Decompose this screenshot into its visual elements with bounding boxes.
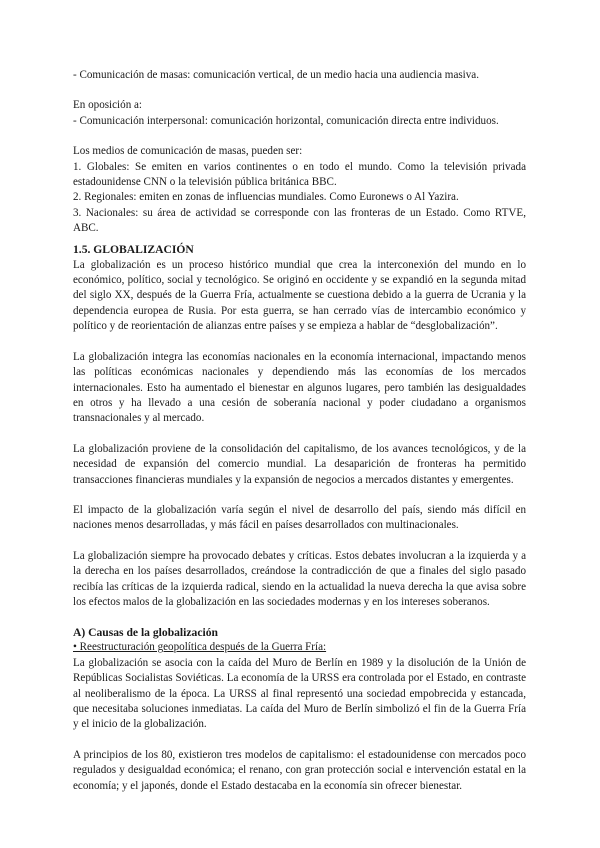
media-type-national: 3. Nacionales: su área de actividad se corresponde con las fronteras de un Estado. Como RTVE, ABC. <box>73 206 526 235</box>
causes-paragraph: La globalización se asocia con la caída del Muro de Berlín en 1989 y la disolución de la Unión de Repúblicas Socialistas Soviéticas. La economía de la URSS era controlada por el Estado, en contraste al neoliberalismo de la época. La URSS al final representó una sociedad empobrecida y estancada, que necesitaba soluciones inmediatas. La caída del Muro de Berlín simbolizó el fin de la Guerra Fría y el inicio de la globalización. <box>73 656 526 731</box>
media-type-regional: 2. Regionales: emiten en zonas de influencias mundiales. Como Euronews o Al Yazira. <box>73 191 459 204</box>
mass-communication-line: - Comunicación de masas: comunicación vertical, de un medio hacia una audiencia masiva. <box>73 69 480 81</box>
globalization-paragraph: El impacto de la globalización varía según el nivel de desarrollo del país, siendo más difícil en naciones menos desarrolladas, y más fácil en países desarrollados con multinacionales. <box>73 503 526 532</box>
globalization-paragraph: La globalización proviene de la consolidación del capitalismo, de los avances tecnológicos, y de la necesidad de expansión del comercio mundial. La desaparición de fronteras ha permitido transacciones financieras mundiales y la expansión de negocios a mercados distantes y emergentes. <box>73 442 526 486</box>
globalization-paragraph: La globalización es un proceso histórico mundial que crea la interconexión del mundo en lo económico, político, social y tecnológico. Se originó en occidente y se expandió en la segunda mitad del siglo XX, después de la Guerra Fría, actualmente se cuestiona debido a la guerra de Ucrania y la dependencia europea de Rusia. Por esta guerra, se han cerrado vías de intercambio económico y político y de reorientación de alianzas entre países y se empieza a hablar de “desglobalización”. <box>73 258 526 333</box>
media-type-global: 1. Globales: Se emiten en varios continentes o en todo el mundo. Como la televisión privada estadounidense CNN o la televisión pública británica BBC. <box>73 160 526 189</box>
media-intro: Los medios de comunicación de masas, pueden ser: <box>73 145 303 158</box>
globalization-paragraph: La globalización siempre ha provocado debates y críticas. Estos debates involucran a la izquierda y a la derecha en los países desarrollados, creándose la contradicción de que a finales del siglo pasado recibía las críticas de la izquierda radical, siendo en la actualidad la nueva derecha la que avisa sobre los efectos malos de la globalización en las sociedades modernas y en los intereses soberanos. <box>73 549 526 608</box>
causes-subheading: • Reestructuración geopolítica después de la Guerra Fría: <box>73 641 327 654</box>
section-title: 1.5. GLOBALIZACIÓN <box>73 242 194 256</box>
causes-title: A) Causas de la globalización <box>73 626 218 640</box>
globalization-paragraph: La globalización integra las economías nacionales en la economía internacional, impactando menos las políticas económicas nacionales y dependiendo más las economías de los mercados internacionales. Esto ha aumentado el bienestar en algunos lugares, pero también las desigualdades en otros y ha llevado a una cesión de soberanía nacional y poder ciudadano a organismos transnacionales y al mercado. <box>73 350 526 425</box>
causes-paragraph: A principios de los 80, existieron tres modelos de capitalismo: el estadounidense con mercados poco regulados y desigualdad económica; el renano, con gran protección social e intervención estatal en la economía; y el japonés, donde el Estado destacaba en la economía sin ofrecer bienestar. <box>73 748 526 792</box>
opposition-label: En oposición a: <box>73 99 143 112</box>
interpersonal-communication-line: - Comunicación interpersonal: comunicación horizontal, comunicación directa entre individuos. <box>73 114 499 127</box>
